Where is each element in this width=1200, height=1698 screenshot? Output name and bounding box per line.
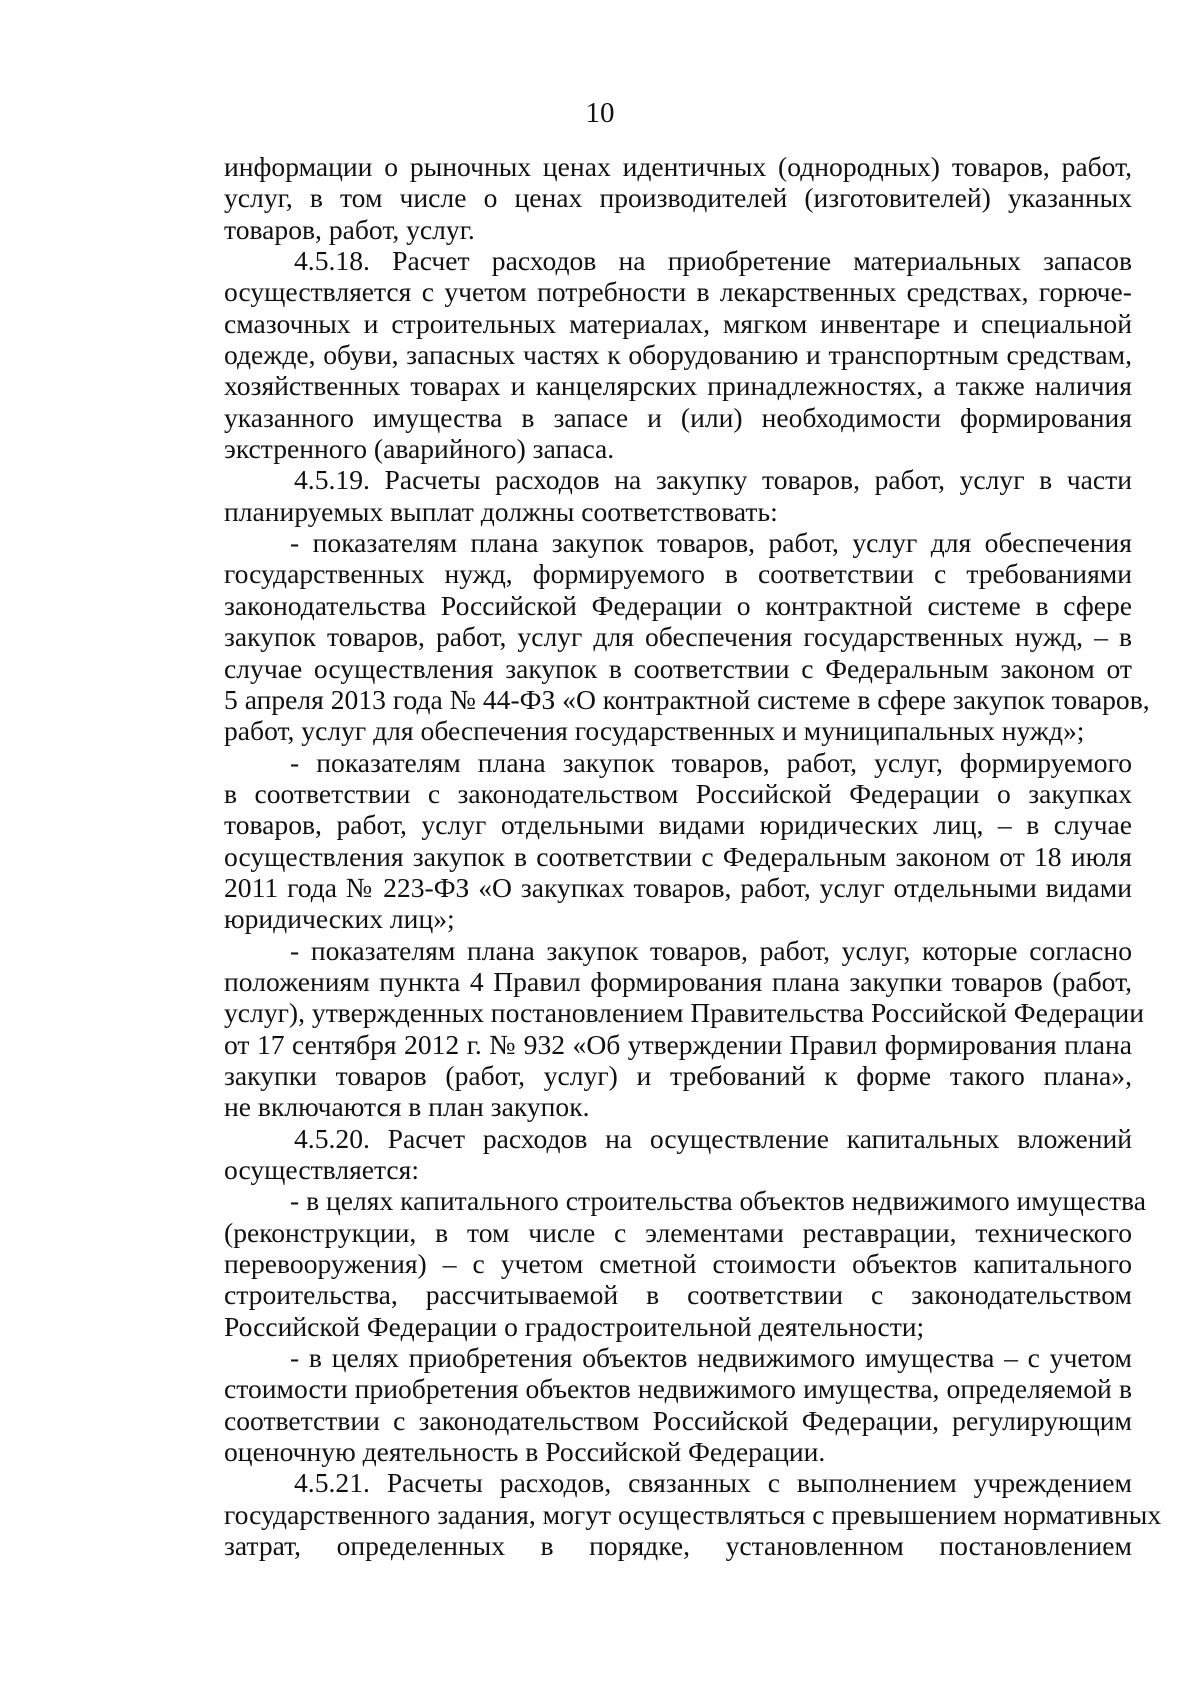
text-line: 4.5.20. Расчет расходов на осуществление капитальных вложений <box>294 1122 1132 1154</box>
text-line: перевооружения) – с учетом сметной стоимости объектов капитального <box>224 1248 1132 1280</box>
text-line: строительства, рассчитываемой в соответствии с законодательством <box>224 1279 1132 1311</box>
page-number: 10 <box>585 97 615 129</box>
text-line: указанного имущества в запасе и (или) необходимости формирования <box>224 401 1132 433</box>
text-line: (реконструкции, в том числе с элементами реставрации, технического <box>224 1216 1132 1248</box>
text-line: информации о рыночных ценах идентичных (однородных) товаров, работ, <box>224 151 1132 182</box>
text-line: смазочных и строительных материалах, мягком инвентаре и специальной <box>224 307 1132 339</box>
text-line: товаров, работ, услуг. <box>224 213 475 245</box>
text-line: стоимости приобретения объектов недвижимого имущества, определяемой в <box>224 1373 1132 1405</box>
text-line: 4.5.18. Расчет расходов на приобретение материальных запасов <box>294 245 1132 277</box>
text-line: случае осуществления закупок в соответствии с Федеральным законом от <box>224 652 1132 684</box>
text-line: 4.5.19. Расчеты расходов на закупку товаров, работ, услуг в части <box>294 464 1132 496</box>
text-line: 5 апреля 2013 года № 44-ФЗ «О контрактной системе в сфере закупок товаров, <box>224 683 1150 715</box>
text-line: услуг, в том числе о ценах производителей (изготовителей) указанных <box>224 182 1132 214</box>
text-line: осуществляется с учетом потребности в лекарственных средствах, горюче- <box>224 276 1132 308</box>
text-line: - показателям плана закупок товаров, работ, услуг, формируемого <box>290 746 1132 778</box>
text-line: юридических лиц»; <box>224 903 455 935</box>
text-line: работ, услуг для обеспечения государственных и муниципальных нужд»; <box>224 715 1085 747</box>
text-line: от 17 сентября 2012 г. № 932 «Об утверждении Правил формирования плана <box>224 1028 1132 1060</box>
text-line: хозяйственных товарах и канцелярских принадлежностях, а также наличия <box>224 370 1132 402</box>
text-line: планируемых выплат должны соответствовать: <box>224 495 778 527</box>
text-line: оценочную деятельность в Российской Федерации. <box>224 1436 826 1468</box>
text-line: - в целях приобретения объектов недвижимого имущества – с учетом <box>290 1342 1132 1374</box>
text-line: осуществляется: <box>224 1154 420 1185</box>
text-line: - показателям плана закупок товаров, работ, услуг для обеспечения <box>290 527 1132 559</box>
text-line: Российской Федерации о градостроительной деятельности; <box>224 1310 925 1342</box>
text-line: соответствии с законодательством Российской Федерации, регулирующим <box>224 1404 1132 1436</box>
text-line: 4.5.21. Расчеты расходов, связанных с выполнением учреждением <box>294 1467 1132 1499</box>
text-line: товаров, работ, услуг отдельными видами юридических лиц, – в случае <box>224 809 1132 841</box>
text-line: осуществления закупок в соответствии с Федеральным законом от 18 июля <box>224 840 1132 872</box>
text-line: одежде, обуви, запасных частях к оборудованию и транспортным средствам, <box>224 339 1132 371</box>
text-line: государственных нужд, формируемого в соответствии с требованиями <box>224 558 1132 590</box>
text-line: государственного задания, могут осуществляться с превышением нормативных <box>224 1498 1162 1530</box>
text-line: - показателям плана закупок товаров, работ, услуг, которые согласно <box>290 934 1132 966</box>
text-line: в соответствии с законодательством Российской Федерации о закупках <box>224 777 1132 809</box>
text-line: положениям пункта 4 Правил формирования плана закупки товаров (работ, <box>224 965 1132 997</box>
document-body <box>224 151 1162 1562</box>
text-line: закупок товаров, работ, услуг для обеспечения государственных нужд, – в <box>224 621 1132 653</box>
text-line: - в целях капитального строительства объектов недвижимого имущества <box>290 1185 1146 1217</box>
text-line: 2011 года № 223-ФЗ «О закупках товаров, работ, услуг отдельными видами <box>224 871 1132 903</box>
text-line: законодательства Российской Федерации о контрактной системе в сфере <box>224 589 1132 621</box>
text-line: не включаются в план закупок. <box>224 1091 590 1123</box>
text-line: затрат, определенных в порядке, установленном постановлением <box>224 1530 1132 1562</box>
text-line: закупки товаров (работ, услуг) и требований к форме такого плана», <box>224 1059 1132 1091</box>
text-line: услуг), утвержденных постановлением Правительства Российской Федерации <box>224 997 1145 1029</box>
text-line: экстренного (аварийного) запаса. <box>224 433 615 465</box>
